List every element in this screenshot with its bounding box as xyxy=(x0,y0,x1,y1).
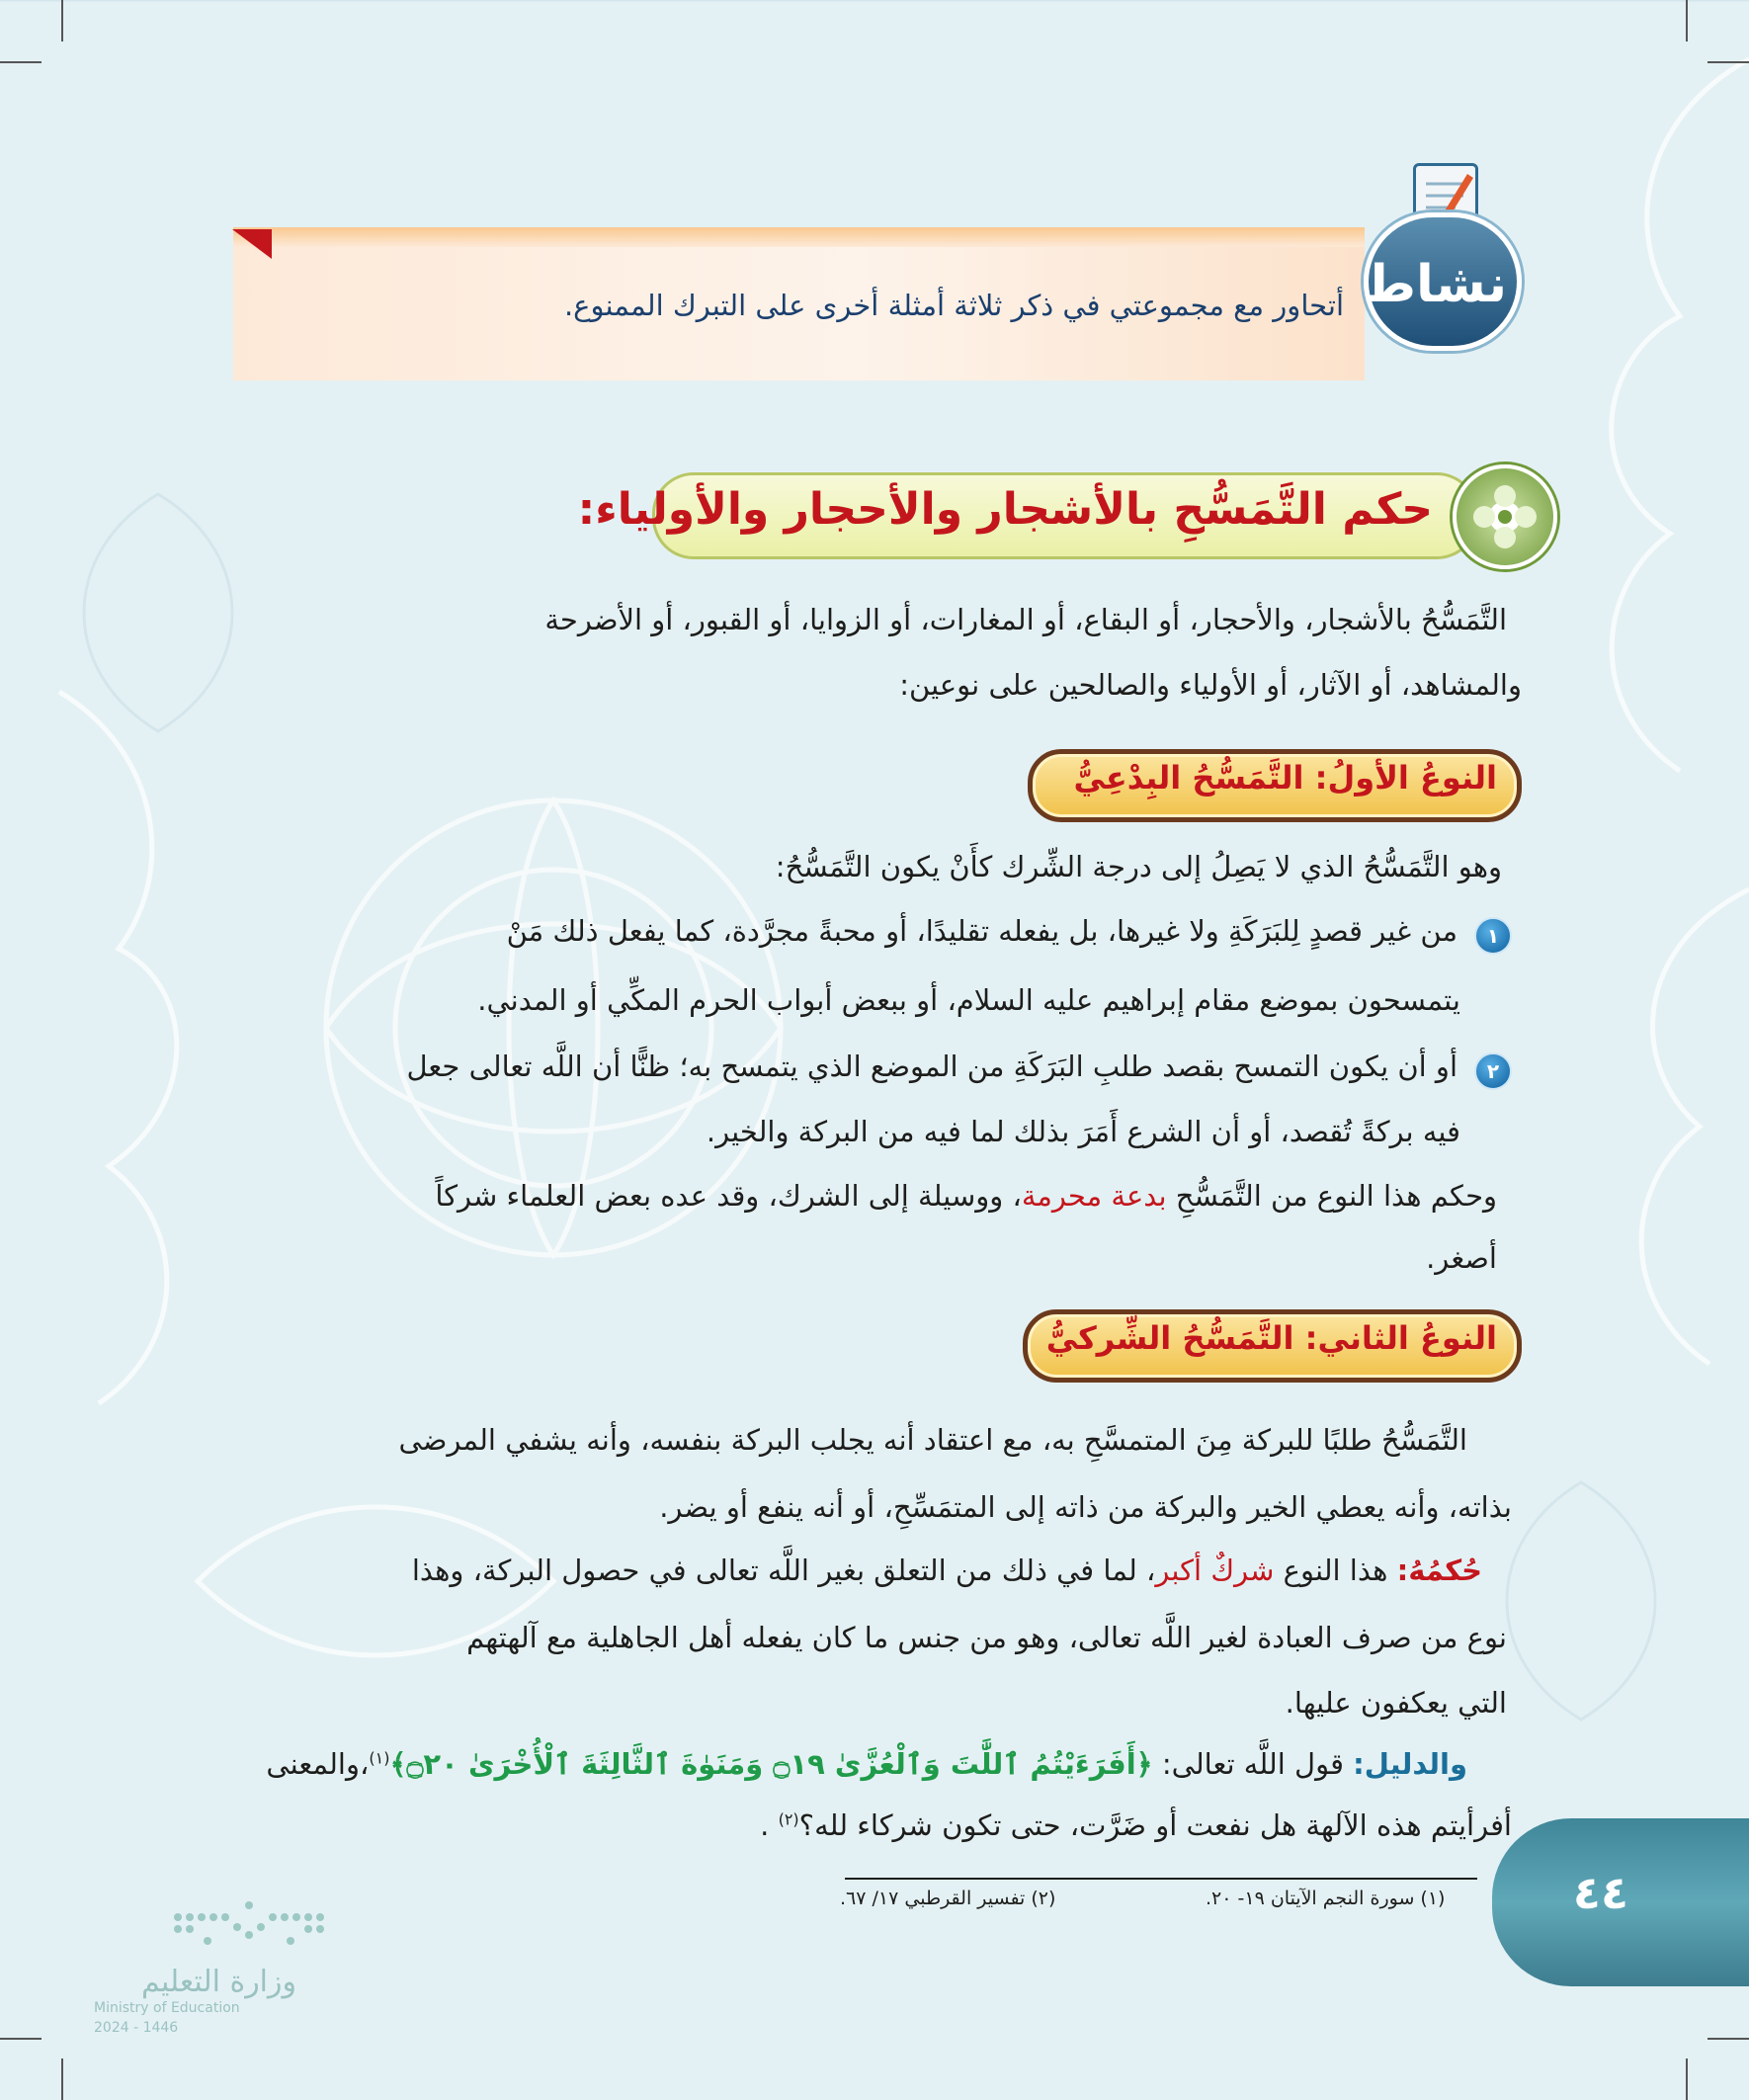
activity-banner-top-edge xyxy=(233,227,1365,247)
type1-ruling-pre: وحكم هذا النوع من التَّمَسُّحِ xyxy=(1166,1179,1497,1213)
evidence-tail: . xyxy=(760,1808,779,1842)
activity-badge-label: نشاط xyxy=(1363,255,1507,314)
item-1-number: ١ xyxy=(1474,917,1512,955)
evidence-line xyxy=(266,1747,1467,1782)
crop-mark xyxy=(1707,2038,1749,2040)
footnote-2: (٢) تفسير القرطبي ١٧/ ٦٧. xyxy=(840,1888,1056,1909)
quran-verse: ﴿أَفَرَءَيْتُمُ ٱللَّٰتَ وَٱلْعُزَّىٰ ۝١٩ وَمَنَوٰةَ ٱلثَّالِثَةَ ٱلْأُخْرَىٰ ۝٢٠﴾ xyxy=(389,1747,1153,1781)
type1-heading: النوعُ الأولُ: التَّمَسُّحُ البِدْعِيُّ xyxy=(1073,759,1497,797)
intro-line-2: والمشاهد، أو الآثار، أو الأولياء والصالحين على نوعين: xyxy=(899,668,1522,702)
type1-ruling-end: أصغر. xyxy=(1426,1241,1497,1275)
item-2-number: ٢ xyxy=(1474,1052,1512,1090)
crop-mark xyxy=(1686,2058,1688,2100)
floral-emblem-icon xyxy=(1453,464,1557,569)
type1-ruling xyxy=(242,1179,1497,1214)
item-2-line-2: فيه بركةً تُقصد، أو أن الشرع أَمَرَ بذلك لما فيه من البركة والخير. xyxy=(706,1115,1460,1148)
item-1-line-2: يتمسحون بموضع مقام إبراهيم عليه السلام، أو ببعض أبواب الحرم المكِّي أو المدني. xyxy=(477,983,1460,1017)
item-1-line-1: من غير قصدٍ لِلبَرَكَةِ ولا غيرها، بل يفعله تقليدًا، أو محبةً مجرَّدة، كما يفعل ذلك مَنْ xyxy=(506,914,1458,948)
ministry-year: 2024 - 1446 xyxy=(94,2020,179,2036)
crop-mark xyxy=(61,0,63,42)
crop-mark xyxy=(1707,61,1749,63)
activity-banner-corner xyxy=(232,229,272,259)
intro-line-1: التَّمَسُّحُ بالأشجار، والأحجار، أو البقاع، أو المغارات، أو الزوايا، أو القبور، أو الأضرحة xyxy=(544,603,1507,636)
footnote-ref-2: (٢) xyxy=(778,1809,799,1829)
type1-description: وهو التَّمَسُّحُ الذي لا يَصِلُ إلى درجة الشِّرك كأَنْ يكون التَّمَسُّحُ: xyxy=(775,850,1502,883)
item-2-line-1: أو أن يكون التمسح بقصد طلبِ البَرَكَةِ من الموضع الذي يتمسح به؛ ظنًّا أن اللَّه تعالى جعل xyxy=(406,1050,1458,1083)
crop-mark xyxy=(1686,0,1688,42)
evidence-post: ،والمعنى xyxy=(266,1747,370,1781)
ministry-name-ar: وزارة التعليم xyxy=(140,1965,296,1999)
type2-ruling-label: حُكمُهُ: xyxy=(1396,1554,1482,1587)
type2-ruling xyxy=(282,1554,1482,1588)
type2-ruling-line-3: التي يعكفون عليها. xyxy=(1285,1686,1507,1720)
crop-mark xyxy=(61,2058,63,2100)
ministry-logo-icon xyxy=(168,1897,336,1957)
evidence-meaning xyxy=(632,1808,1512,1843)
type2-ruling-post: ، لما في ذلك من التعلق بغير اللَّه تعالى في حصول البركة، وهذا xyxy=(411,1554,1156,1587)
crop-mark xyxy=(0,61,42,63)
page-number: ٤٤ xyxy=(1572,1866,1629,1919)
evidence-end: أفرأيتم هذه الآلهة هل نفعت أو ضَرَّت، حتى تكون شركاء لله؟ xyxy=(798,1808,1512,1842)
evidence-pre: قول اللَّه تعالى: xyxy=(1152,1747,1354,1781)
crop-mark xyxy=(0,2038,42,2040)
type2-ruling-line-2: نوع من صرف العبادة لغير اللَّه تعالى، وهو من جنس ما كان يفعله أهل الجاهلية مع آلهتهم xyxy=(466,1621,1507,1654)
type1-ruling-highlight: بدعة محرمة xyxy=(1021,1179,1167,1213)
footnote-ref-1: (١) xyxy=(369,1748,390,1768)
section-title: حكم التَّمَسُّحِ بالأشجار والأحجار والأولياء: xyxy=(577,484,1433,535)
type1-ruling-post: ، ووسيلة إلى الشرك، وقد عده بعض العلماء شركاً xyxy=(435,1179,1022,1213)
footnote-1: (١) سورة النجم الآيتان ١٩- ٢٠. xyxy=(1206,1888,1446,1909)
type2-description-line-2: بذاته، وأنه يعطي الخير والبركة من ذاته إلى المتمَسِّحِ، أو أنه ينفع أو يضر. xyxy=(659,1490,1512,1524)
type2-description-line-1: التَّمَسُّحُ طلبًا للبركة مِنَ المتمسَّحِ به، مع اعتقاد أنه يجلب البركة بنفسه، وأنه يشفي المرضى xyxy=(398,1423,1467,1457)
type2-ruling-pre: هذا النوع xyxy=(1274,1554,1397,1587)
footnote-rule xyxy=(845,1878,1477,1880)
ministry-name-en: Ministry of Education xyxy=(94,2000,240,2016)
activity-text: أتحاور مع مجموعتي في ذكر ثلاثة أمثلة أخرى على التبرك الممنوع. xyxy=(563,289,1344,322)
type2-heading: النوعُ الثاني: التَّمَسُّحُ الشِّركيُّ xyxy=(1045,1319,1497,1357)
type2-ruling-highlight: شركٌ أكبر xyxy=(1155,1554,1275,1587)
evidence-label: والدليل: xyxy=(1353,1747,1467,1781)
